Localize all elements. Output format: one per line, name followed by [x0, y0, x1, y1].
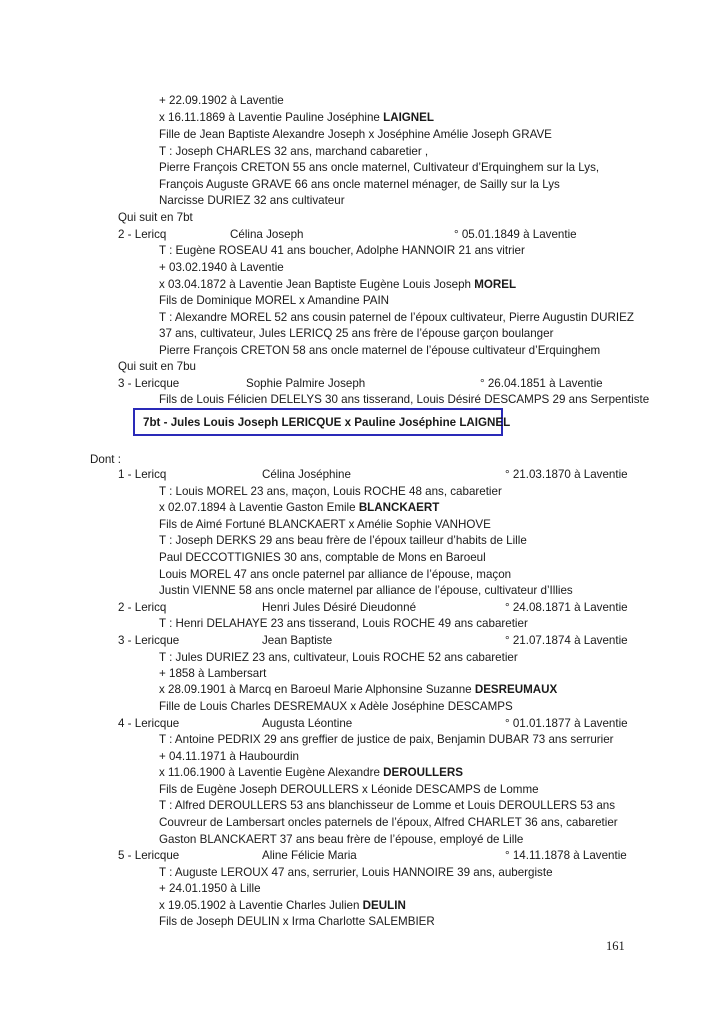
witness-line: 37 ans, cultivateur, Jules LERICQ 25 ans frère de l’épouse garçon boulanger — [159, 327, 554, 340]
dont-label: Dont : — [90, 453, 121, 466]
child-entry-header — [118, 715, 638, 732]
birth-date: ° 05.01.1849 à Laventie — [454, 228, 577, 241]
witness-line: Pierre François CRETON 58 ans oncle maternel de l’épouse cultivateur d’Erquinghem — [159, 344, 601, 357]
witness-line: T : Joseph CHARLES 32 ans, marchand cabaretier , — [159, 145, 429, 158]
witness-line: Couvreur de Lambersart oncles paternels de l’époux, Alfred CHARLET 36 ans, cabaretier — [159, 816, 618, 829]
birth-date: ° 14.11.1878 à Laventie — [505, 849, 627, 862]
page-number: 161 — [606, 939, 625, 953]
child-number: 2 - Lericq — [118, 228, 167, 241]
birth-date: ° 26.04.1851 à Laventie — [480, 377, 603, 390]
birth-date: ° 01.01.1877 à Laventie — [505, 717, 628, 730]
child-name: Henri Jules Désiré Dieudonné — [262, 601, 417, 614]
witness-line: Louis MOREL 47 ans oncle paternel par alliance de l’épouse, maçon — [159, 568, 512, 581]
birth-date: ° 24.08.1871 à Laventie — [505, 601, 628, 614]
child-entry-header — [118, 632, 638, 649]
witness-line: T : Joseph DERKS 29 ans beau frère de l’époux tailleur d’habits de Lille — [159, 534, 527, 547]
death-line: + 24.01.1950 à Lille — [159, 882, 261, 895]
parents-line: Fils de Joseph DEULIN x Irma Charlotte SALEMBIER — [159, 915, 435, 928]
child-name: Célina Joseph — [230, 228, 304, 241]
witness-line: T : Antoine PEDRIX 29 ans greffier de justice de paix, Benjamin DUBAR 73 ans serrurier — [159, 733, 614, 746]
child-name: Aline Félicie Maria — [262, 849, 357, 862]
follow-up-reference: Qui suit en 7bt — [118, 211, 193, 224]
death-line: + 1858 à Lambersart — [159, 667, 267, 680]
parents-line: Fils de Dominique MOREL x Amandine PAIN — [159, 294, 390, 307]
witness-line: Narcisse DURIEZ 32 ans cultivateur — [159, 194, 345, 207]
marriage-line: x 19.05.1902 à Laventie Charles Julien DEULIN — [159, 899, 406, 912]
parents-line: Fils de Eugène Joseph DEROULLERS x Léonide DESCAMPS de Lomme — [159, 783, 539, 796]
witness-line: T : Jules DURIEZ 23 ans, cultivateur, Louis ROCHE 52 ans cabaretier — [159, 651, 518, 664]
witness-line: Fils de Louis Félicien DELELYS 30 ans tisserand, Louis Désiré DESCAMPS 29 ans Serpentiste — [159, 393, 650, 406]
death-line: + 04.11.1971 à Haubourdin — [159, 750, 299, 763]
marriage-line: x 03.04.1872 à Laventie Jean Baptiste Eugène Louis Joseph MOREL — [159, 278, 517, 291]
section-heading-box — [133, 408, 511, 436]
witness-line: Gaston BLANCKAERT 37 ans beau frère de l’épouse, employé de Lille — [159, 833, 524, 846]
marriage-line: x 16.11.1869 à Laventie Pauline Joséphine LAIGNEL — [159, 111, 434, 124]
child-entry-header — [118, 599, 638, 616]
witness-line: T : Alfred DEROULLERS 53 ans blanchisseur de Lomme et Louis DEROULLERS 53 ans — [159, 799, 616, 812]
child-number: 1 - Lericq — [118, 468, 167, 481]
parents-line: Fils de Aimé Fortuné BLANCKAERT x Amélie Sophie VANHOVE — [159, 518, 491, 531]
witness-line: T : Auguste LEROUX 47 ans, serrurier, Louis HANNOIRE 39 ans, aubergiste — [159, 866, 553, 879]
child-name: Augusta Léontine — [262, 717, 353, 730]
witness-line: T : Henri DELAHAYE 23 ans tisserand, Louis ROCHE 49 ans cabaretier — [159, 617, 528, 630]
section-title: 7bt - Jules Louis Joseph LERICQUE x Pauline Joséphine LAIGNEL — [143, 416, 511, 429]
child-name: Sophie Palmire Joseph — [246, 377, 366, 390]
child-name: Jean Baptiste — [262, 634, 333, 647]
witness-line: T : Eugène ROSEAU 41 ans boucher, Adolphe HANNOIR 21 ans vitrier — [159, 244, 525, 257]
child-entry-header — [118, 847, 638, 864]
death-line: + 22.09.1902 à Laventie — [159, 94, 284, 107]
witness-line: François Auguste GRAVE 66 ans oncle maternel ménager, de Sailly sur la Lys — [159, 178, 560, 191]
parents-line: Fille de Louis Charles DESREMAUX x Adèle Joséphine DESCAMPS — [159, 700, 513, 713]
child-number: 3 - Lericque — [118, 377, 180, 390]
marriage-line: x 28.09.1901 à Marcq en Baroeul Marie Alphonsine Suzanne DESREUMAUX — [159, 683, 558, 696]
child-number: 5 - Lericque — [118, 849, 180, 862]
marriage-line: x 11.06.1900 à Laventie Eugène Alexandre DEROULLERS — [159, 766, 463, 779]
birth-date: ° 21.07.1874 à Laventie — [505, 634, 628, 647]
marriage-line: x 02.07.1894 à Laventie Gaston Emile BLANCKAERT — [159, 501, 440, 514]
child-number: 4 - Lericque — [118, 717, 180, 730]
child-entry-header — [118, 466, 638, 483]
child-number: 2 - Lericq — [118, 601, 167, 614]
child-entry-header — [118, 226, 638, 243]
birth-date: ° 21.03.1870 à Laventie — [505, 468, 628, 481]
witness-line: Pierre François CRETON 55 ans oncle maternel, Cultivateur d’Erquinghem sur la Lys, — [159, 161, 600, 174]
witness-line: Justin VIENNE 58 ans oncle maternel par alliance de l’épouse, cultivateur d’Illies — [159, 584, 573, 597]
child-name: Célina Joséphine — [262, 468, 351, 481]
witness-line: T : Louis MOREL 23 ans, maçon, Louis ROCHE 48 ans, cabaretier — [159, 485, 502, 498]
witness-line: Paul DECCOTTIGNIES 30 ans, comptable de Mons en Baroeul — [159, 551, 486, 564]
follow-up-reference: Qui suit en 7bu — [118, 360, 196, 373]
witness-line: T : Alexandre MOREL 52 ans cousin paternel de l’époux cultivateur, Pierre Augustin DURIEZ — [159, 311, 634, 324]
child-entry-header — [118, 375, 638, 392]
parents-line: Fille de Jean Baptiste Alexandre Joseph x Joséphine Amélie Joseph GRAVE — [159, 128, 552, 141]
death-line: + 03.02.1940 à Laventie — [159, 261, 284, 274]
child-number: 3 - Lericque — [118, 634, 180, 647]
